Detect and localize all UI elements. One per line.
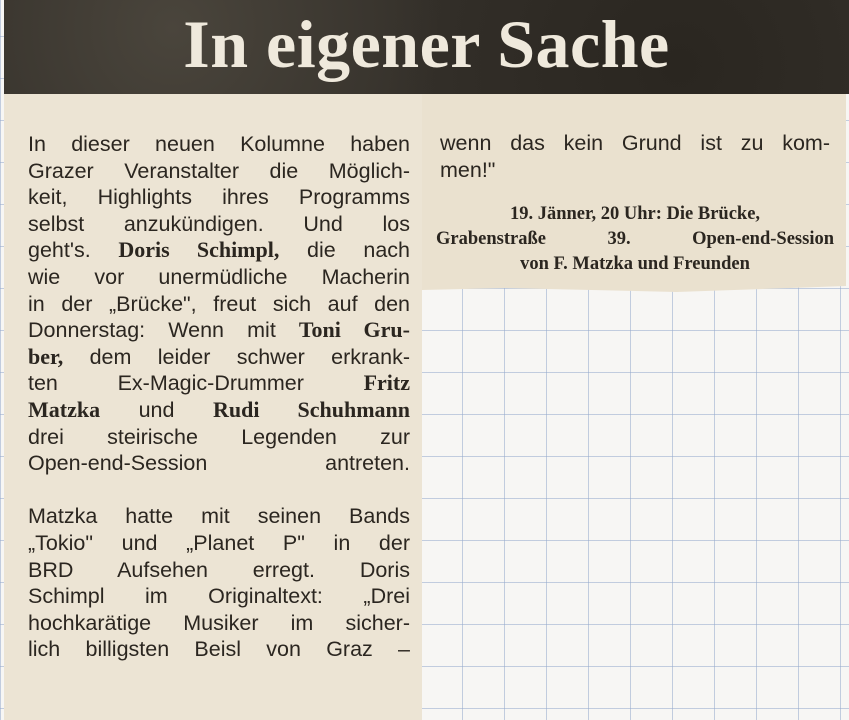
text-line: ber, dem leider schwer erkrank- (28, 343, 410, 369)
text-line: geht's. Doris Schimpl, die nach (28, 237, 410, 263)
text-line: drei steirische Legenden zur (28, 424, 410, 449)
bold-name: ber, (28, 343, 64, 369)
bold-name: Fritz (363, 370, 410, 396)
event-info (436, 202, 834, 277)
headline-banner (4, 0, 849, 94)
text-line: Donnerstag: Wenn mit Toni Gru- (28, 317, 410, 343)
text-line: selbst anzukündigen. Und los (28, 211, 410, 236)
right-line-1: wenn das kein Grund ist zu kom- (440, 131, 830, 155)
text-line: In dieser neuen Kolumne haben (28, 132, 410, 156)
text-line: „Tokio" und „Planet P" in der (28, 530, 410, 555)
text-line: BRD Aufsehen erregt. Doris (28, 557, 410, 582)
event-info-line-3: von F. Matzka und Freunden (520, 254, 750, 274)
headline: In eigener Sache (183, 6, 670, 82)
bold-name: Doris Schimpl, (118, 237, 280, 263)
text-line: Grazer Veranstalter die Möglich- (28, 158, 410, 183)
paragraph-2 (28, 503, 410, 663)
text-line: ten Ex-Magic-Drummer Fritz (28, 370, 410, 396)
event-info-line-2: Grabenstraße 39. Open-end-Session (436, 229, 834, 249)
left-column (28, 131, 410, 663)
right-column (440, 130, 830, 183)
paragraph-gap (28, 477, 410, 504)
text-line: Open-end-Session antreten. (28, 451, 410, 476)
text-line: keit, Highlights ihres Programms (28, 185, 410, 210)
bold-name: Rudi Schuhmann (212, 396, 410, 422)
event-info-line-1: 19. Jänner, 20 Uhr: Die Brücke, (509, 204, 761, 224)
text-line: hochkarätige Musiker im sicher- (28, 610, 410, 635)
bold-name: Matzka (28, 396, 101, 422)
text-line: in der „Brücke", freut sich auf den (28, 291, 410, 316)
paragraph-1 (28, 131, 410, 477)
right-line-2: men!" (440, 157, 496, 182)
text-line: Matzka und Rudi Schuhmann (28, 396, 410, 422)
text-line: wie vor unermüdliche Macherin (28, 264, 410, 289)
text-line: Schimpl im Originaltext: „Drei (28, 584, 410, 609)
text-line: lich billigsten Beisl von Graz – (28, 637, 410, 662)
text-line: Matzka hatte mit seinen Bands (28, 504, 410, 529)
bold-name: Toni Gru- (298, 317, 410, 343)
